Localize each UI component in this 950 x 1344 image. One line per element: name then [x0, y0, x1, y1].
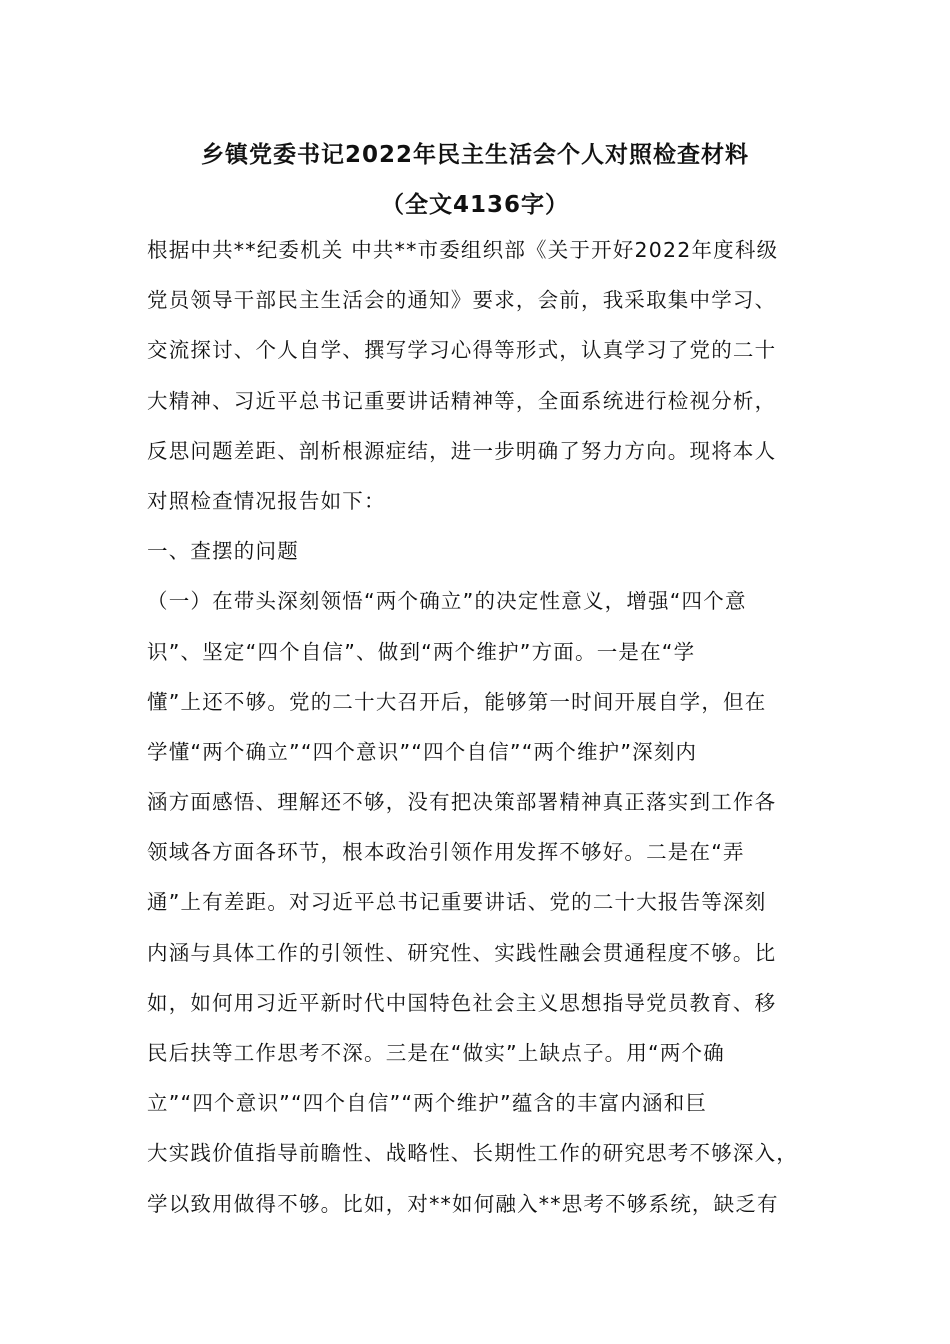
body-line: 识”、坚定“四个自信”、做到“两个维护”方面。一是在“学: [147, 639, 696, 664]
document-subtitle: （全文4136字）: [380, 192, 569, 218]
body-line: （一）在带头深刻领悟“两个确立”的决定性意义，增强“四个意: [147, 589, 747, 614]
body-line: 通”上有差距。对习近平总书记重要讲话、党的二十大报告等深刻: [147, 890, 767, 915]
section-heading: 一、查摆的问题: [147, 539, 299, 564]
body-line: 涵方面感悟、理解还不够，没有把决策部署精神真正落实到工作各: [147, 790, 777, 815]
body-line: 党员领导干部民主生活会的通知》要求，会前，我采取集中学习、: [147, 288, 777, 313]
body-line: 对照检查情况报告如下：: [147, 488, 386, 513]
document-body: [147, 232, 827, 1236]
body-line: 民后扶等工作思考不深。三是在“做实”上缺点子。用“两个确: [147, 1041, 725, 1065]
body-line: 立”“四个意识”“四个自信”“两个维护”蕴含的丰富内涵和巨: [147, 1091, 708, 1116]
body-line: 内涵与具体工作的引领性、研究性、实践性融会贯通程度不够。比: [147, 940, 777, 965]
body-line: 学以致用做得不够。比如，对**如何融入**思考不够系统，缺乏有: [147, 1191, 779, 1216]
body-line: 大实践价值指导前瞻性、战略性、长期性工作的研究思考不够深入，: [147, 1141, 798, 1166]
body-line: 交流探讨、个人自学、撰写学习心得等形式，认真学习了党的二十: [147, 338, 777, 363]
document-title: 乡镇党委书记2022年民主生活会个人对照检查材料: [200, 142, 749, 168]
body-line: 领域各方面各环节，根本政治引领作用发挥不够好。二是在“弄: [147, 840, 745, 865]
body-line: 反思问题差距、剖析根源症结，进一步明确了努力方向。现将本人: [147, 438, 777, 463]
body-line: 如，如何用习近平新时代中国特色社会主义思想指导党员教育、移: [147, 990, 777, 1015]
body-line: 学懂“两个确立”“四个意识”“四个自信”“两个维护”深刻内: [147, 739, 698, 764]
body-line: 根据中共**纪委机关 中共**市委组织部《关于开好2022年度科级: [147, 238, 779, 262]
body-line: 大精神、习近平总书记重要讲话精神等，全面系统进行检视分析，: [147, 388, 777, 413]
body-line: 懂”上还不够。党的二十大召开后，能够第一时间开展自学，但在: [147, 689, 767, 714]
